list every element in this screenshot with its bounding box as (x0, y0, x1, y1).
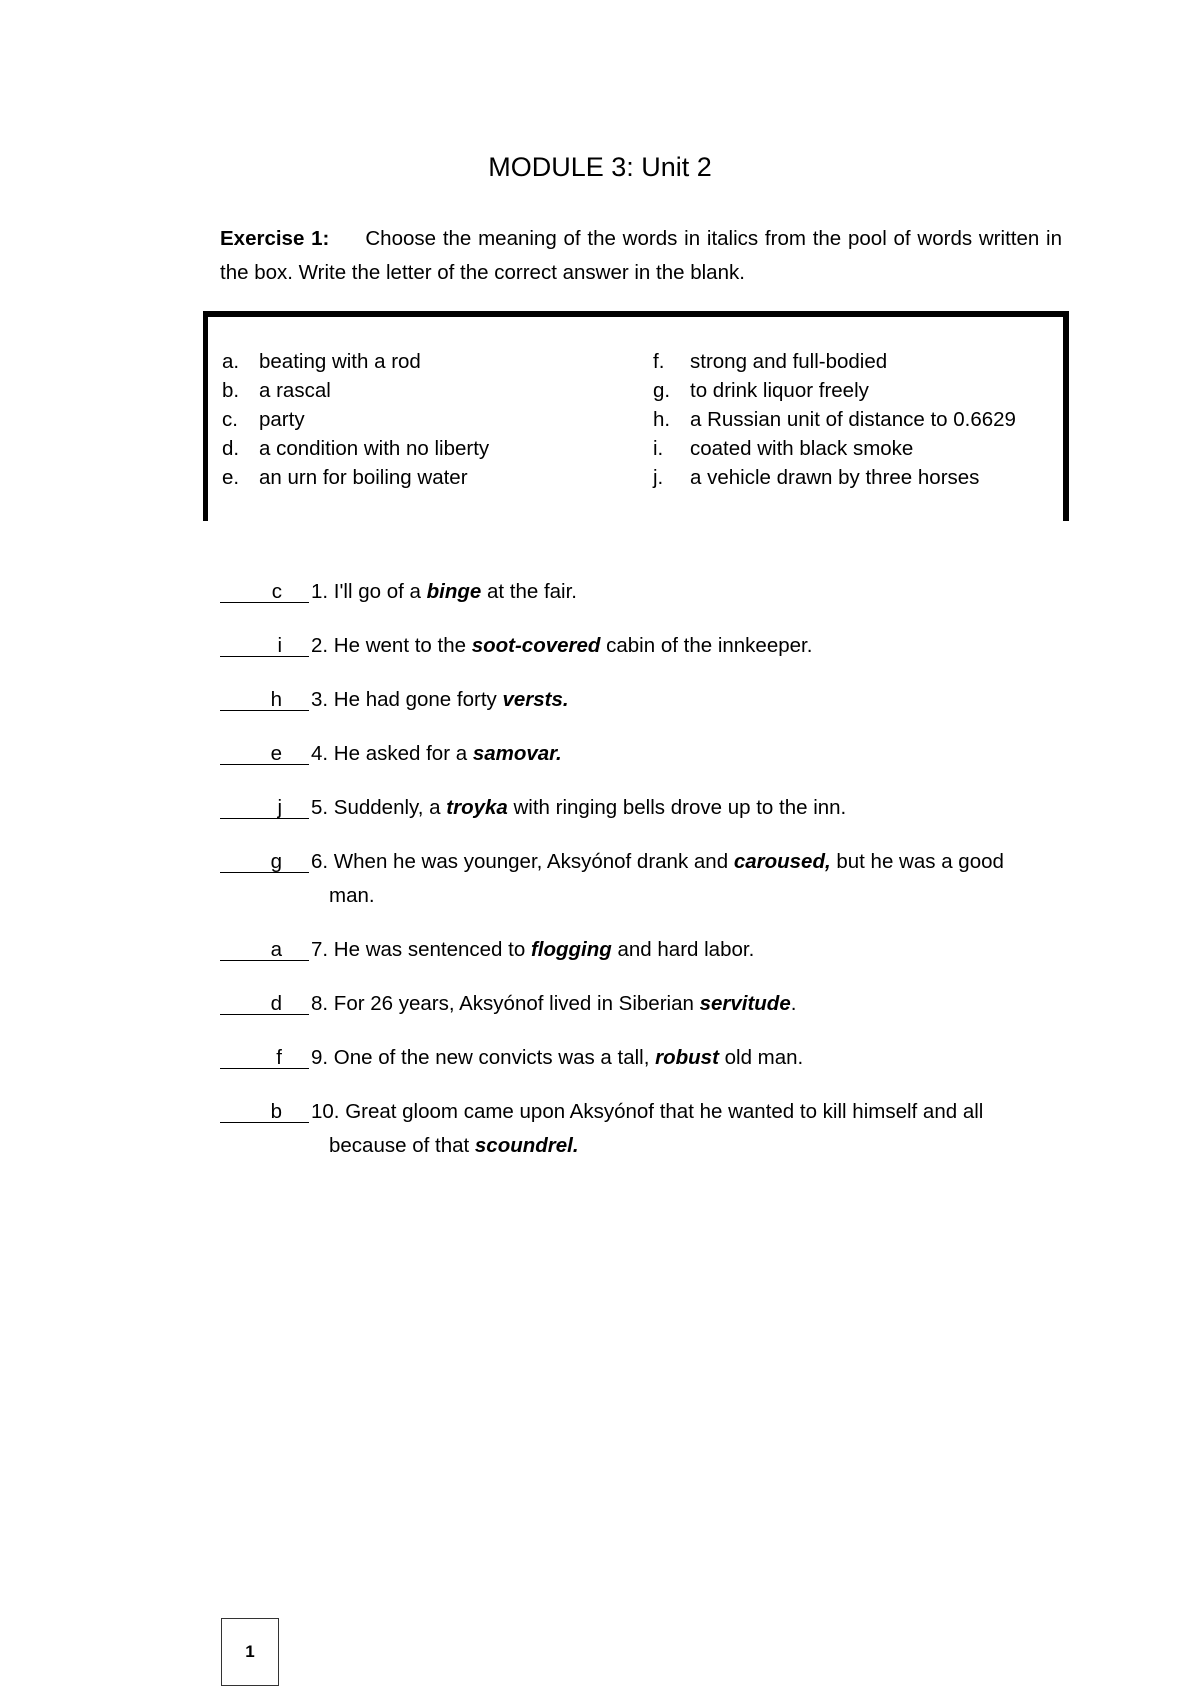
question-8: d 8. For 26 years, Aksyónof lived in Siberian servitude. (220, 987, 1070, 1021)
option-j: j. a vehicle drawn by three horses (653, 466, 980, 489)
keyword: robust (655, 1046, 719, 1069)
word-pool-right-column (653, 347, 1063, 492)
exercise-instruction (220, 222, 1062, 290)
instruction-text: Choose the meaning of the words in italics from the pool of words written in the box. Write the letter of the correct answer in the blank. (220, 227, 1062, 284)
option-g: g. to drink liquor freely (653, 379, 869, 402)
answer-blank[interactable]: i (220, 629, 309, 657)
option-a: a. beating with a rod (222, 350, 421, 373)
answer-blank[interactable]: c (220, 575, 309, 603)
answer-blank[interactable]: g (220, 845, 309, 873)
keyword: samovar. (472, 742, 562, 765)
page-title: MODULE 3: Unit 2 (488, 152, 712, 182)
keyword: binge (426, 580, 482, 603)
answer-blank[interactable]: h (220, 683, 309, 711)
keyword: soot-covered (471, 634, 601, 657)
keyword: scoundrel. (474, 1134, 579, 1157)
option-c: c. party (222, 408, 305, 431)
question-3: h 3. He had gone forty versts. (220, 683, 1070, 717)
option-b: b. a rascal (222, 379, 331, 402)
answer-blank[interactable]: f (220, 1041, 309, 1069)
keyword: caroused, (733, 850, 831, 873)
question-1: c 1. I'll go of a binge at the fair. (220, 575, 1070, 609)
answer-blank[interactable]: d (220, 987, 309, 1015)
question-5: j 5. Suddenly, a troyka with ringing bells drove up to the inn. (220, 791, 1070, 825)
question-continuation: because of that scoundrel. (329, 1134, 579, 1157)
question-2: i 2. He went to the soot-covered cabin of the innkeeper. (220, 629, 1070, 663)
question-9: f 9. One of the new convicts was a tall, robust old man. (220, 1041, 1070, 1075)
option-e: e. an urn for boiling water (222, 466, 468, 489)
option-h: h. a Russian unit of distance to 0.6629 (653, 408, 1016, 431)
answer-blank[interactable]: b (220, 1095, 309, 1123)
keyword: servitude (699, 992, 791, 1015)
option-d: d. a condition with no liberty (222, 437, 490, 460)
question-7: a 7. He was sentenced to flogging and hard labor. (220, 933, 1070, 967)
question-continuation: man. (329, 884, 375, 907)
word-pool-left-column (222, 347, 642, 492)
option-i: i. coated with black smoke (653, 437, 914, 460)
page-number: 1 (221, 1618, 279, 1686)
word-pool-box (203, 311, 1069, 521)
answer-blank[interactable]: j (220, 791, 309, 819)
exercise-label: Exercise 1: (220, 227, 330, 250)
answer-blank[interactable]: e (220, 737, 309, 765)
keyword: flogging (530, 938, 612, 961)
question-list (220, 575, 1070, 1183)
keyword: versts. (502, 688, 569, 711)
keyword: troyka (446, 796, 508, 819)
question-4: e 4. He asked for a samovar. (220, 737, 1070, 771)
question-10: b 10. Great gloom came upon Aksyónof that he wanted to kill himself and all because of that scoundrel. (220, 1095, 1070, 1163)
option-f: f. strong and full-bodied (653, 350, 888, 373)
question-6: g 6. When he was younger, Aksyónof drank and caroused, but he was a good man. (220, 845, 1070, 913)
answer-blank[interactable]: a (220, 933, 309, 961)
